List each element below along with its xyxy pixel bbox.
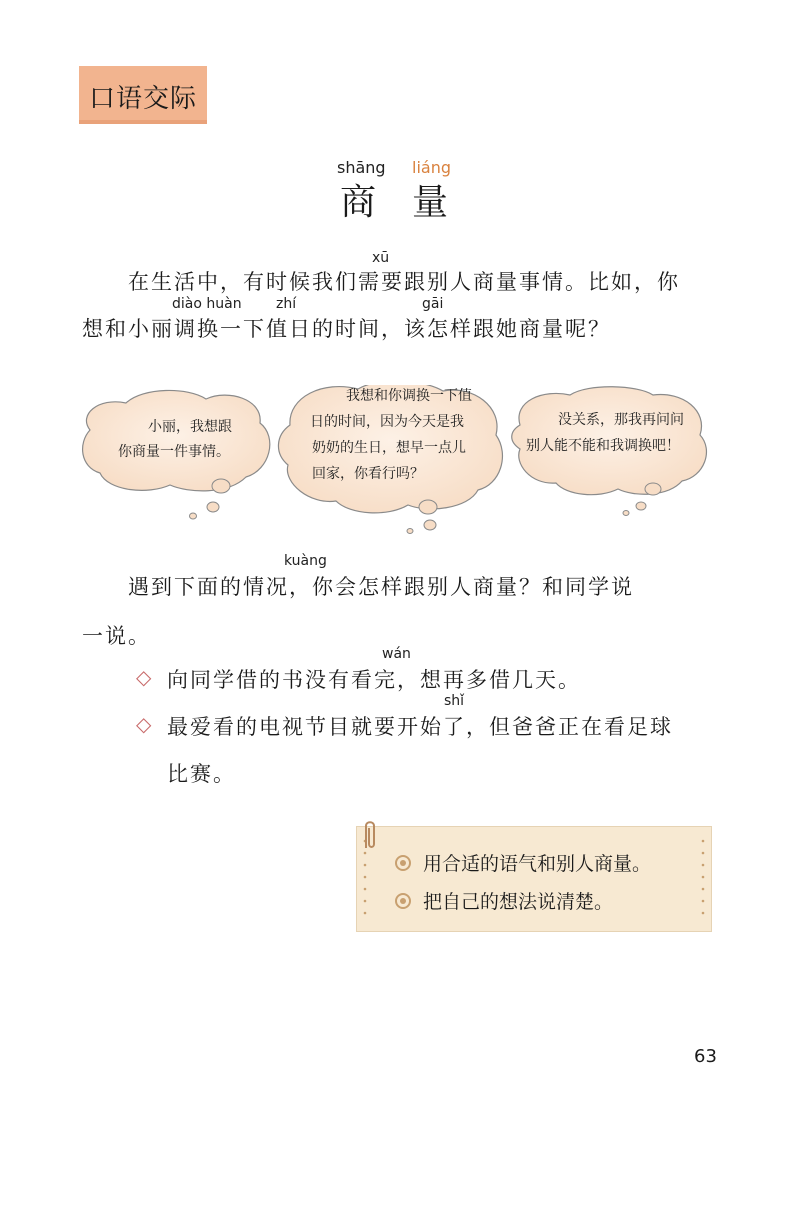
tip-bullet-1 — [395, 855, 411, 871]
bubble-right-line1: 没关系，那我再问问 — [558, 412, 684, 428]
tips-note — [356, 826, 712, 932]
diamond-bullet-1: ◇ — [136, 665, 152, 689]
bubble-middle-line1: 我想和你调换一下值 — [346, 388, 472, 404]
page-number: 63 — [694, 1046, 717, 1067]
diamond-bullet-2: ◇ — [136, 712, 152, 736]
bubble-middle-line2: 日的时间，因为今天是我 — [310, 414, 464, 430]
item-2-text-line1: 最爱看的电视节目就要开始了，但爸爸正在看足球 — [167, 715, 673, 739]
section-tag — [79, 66, 207, 124]
bubble-middle-line4: 回家，你看行吗？ — [312, 466, 424, 482]
title-char-2: 量 — [412, 182, 449, 223]
pinyin-diaohuan: diào huàn — [172, 296, 242, 312]
paragraph1-line1: 在生活中，有时候我们需要跟别人商量事情。比如，你 — [128, 270, 680, 294]
paragraph2-line2: 一说。 — [82, 624, 151, 648]
title-pinyin-2: liáng — [412, 158, 451, 177]
pinyin-zhi: zhí — [276, 296, 297, 312]
paragraph2-line1: 遇到下面的情况，你会怎样跟别人商量？和同学说 — [128, 575, 634, 599]
paragraph1-line2: 想和小丽调换一下值日的时间，该怎样跟她商量呢？ — [82, 317, 611, 341]
tip-1: 用合适的语气和别人商量。 — [423, 853, 652, 875]
bubble-middle-line3: 奶奶的生日，想早一点儿 — [312, 440, 466, 456]
pinyin-kuang: kuàng — [284, 553, 327, 569]
bubble-left-line1: 小丽，我想跟 — [148, 419, 232, 435]
tip-bullet-2 — [395, 893, 411, 909]
paperclip-icon — [360, 818, 382, 854]
item-2-text-line2: 比赛。 — [167, 762, 236, 786]
title-pinyin-1: shāng — [337, 158, 386, 177]
pinyin-gai: gāi — [422, 296, 444, 312]
section-label: 口语交际 — [89, 84, 198, 114]
note-dots — [359, 829, 709, 929]
pinyin-wan: wán — [382, 646, 411, 662]
title-char-1: 商 — [340, 182, 377, 223]
pinyin-xu: xū — [372, 250, 390, 266]
item-1-text: 向同学借的书没有看完，想再多借几天。 — [167, 668, 581, 692]
bubble-right-line2: 别人能不能和我调换吧！ — [526, 438, 680, 454]
tip-2: 把自己的想法说清楚。 — [423, 891, 614, 913]
pinyin-shi: shǐ — [444, 693, 465, 709]
bubble-left-line2: 你商量一件事情。 — [118, 444, 230, 460]
